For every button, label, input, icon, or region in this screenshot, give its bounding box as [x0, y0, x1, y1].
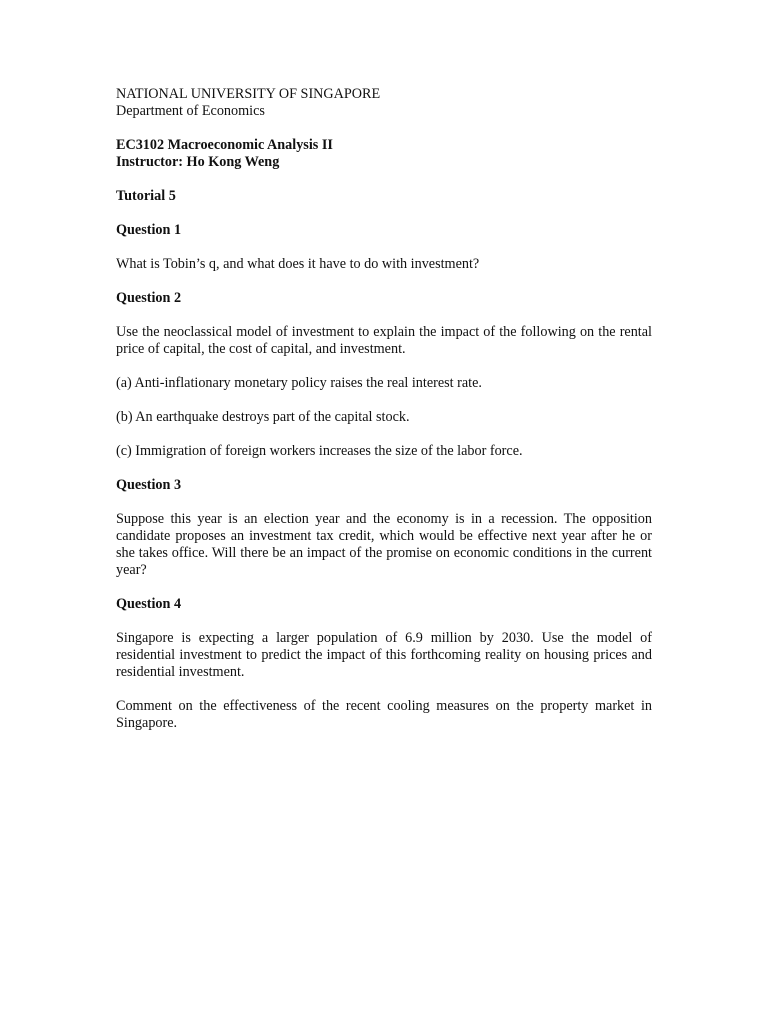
question-2-text: Use the neoclassical model of investment to explain the impact of the following on the rental price of capital, the cost of capital, and investment. [116, 324, 652, 357]
question-4-comment: Comment on the effectiveness of the recent cooling measures on the property market in Singapore. [116, 698, 652, 731]
spacer [116, 494, 652, 511]
question-3-text: Suppose this year is an election year and the economy is in a recession. The opposition candidate proposes an investment tax credit, which would be effective next year after he or she takes office. Will there be an impact of the promise on economic conditions in the current year? [116, 511, 652, 578]
spacer [116, 460, 652, 477]
spacer [116, 681, 652, 698]
course-title: EC3102 Macroeconomic Analysis II [116, 137, 333, 153]
department-name: Department of Economics [116, 103, 265, 119]
question-1-heading: Question 1 [116, 222, 182, 238]
spacer [116, 205, 652, 222]
spacer [116, 426, 652, 443]
spacer [116, 358, 652, 375]
spacer [116, 273, 652, 290]
question-2-part-c: (c) Immigration of foreign workers increases the size of the labor force. [116, 443, 523, 459]
question-2-part-a: (a) Anti-inflationary monetary policy raises the real interest rate. [116, 375, 482, 391]
spacer [116, 120, 652, 137]
question-4-text: Singapore is expecting a larger population of 6.9 million by 2030. Use the model of residential investment to predict the impact of this forthcoming reality on housing prices and residential investment. [116, 630, 652, 680]
question-4-heading: Question 4 [116, 596, 182, 612]
spacer [116, 239, 652, 256]
spacer [116, 579, 652, 596]
university-name: NATIONAL UNIVERSITY OF SINGAPORE [116, 86, 381, 102]
document-page [116, 86, 652, 732]
spacer [116, 307, 652, 324]
question-1-text: What is Tobin’s q, and what does it have to do with investment? [116, 256, 480, 272]
tutorial-title: Tutorial 5 [116, 188, 176, 204]
spacer [116, 613, 652, 630]
spacer [116, 392, 652, 409]
question-2-part-b: (b) An earthquake destroys part of the capital stock. [116, 409, 410, 425]
question-3-heading: Question 3 [116, 477, 182, 493]
instructor-name: Instructor: Ho Kong Weng [116, 154, 280, 170]
spacer [116, 171, 652, 188]
question-2-heading: Question 2 [116, 290, 182, 306]
